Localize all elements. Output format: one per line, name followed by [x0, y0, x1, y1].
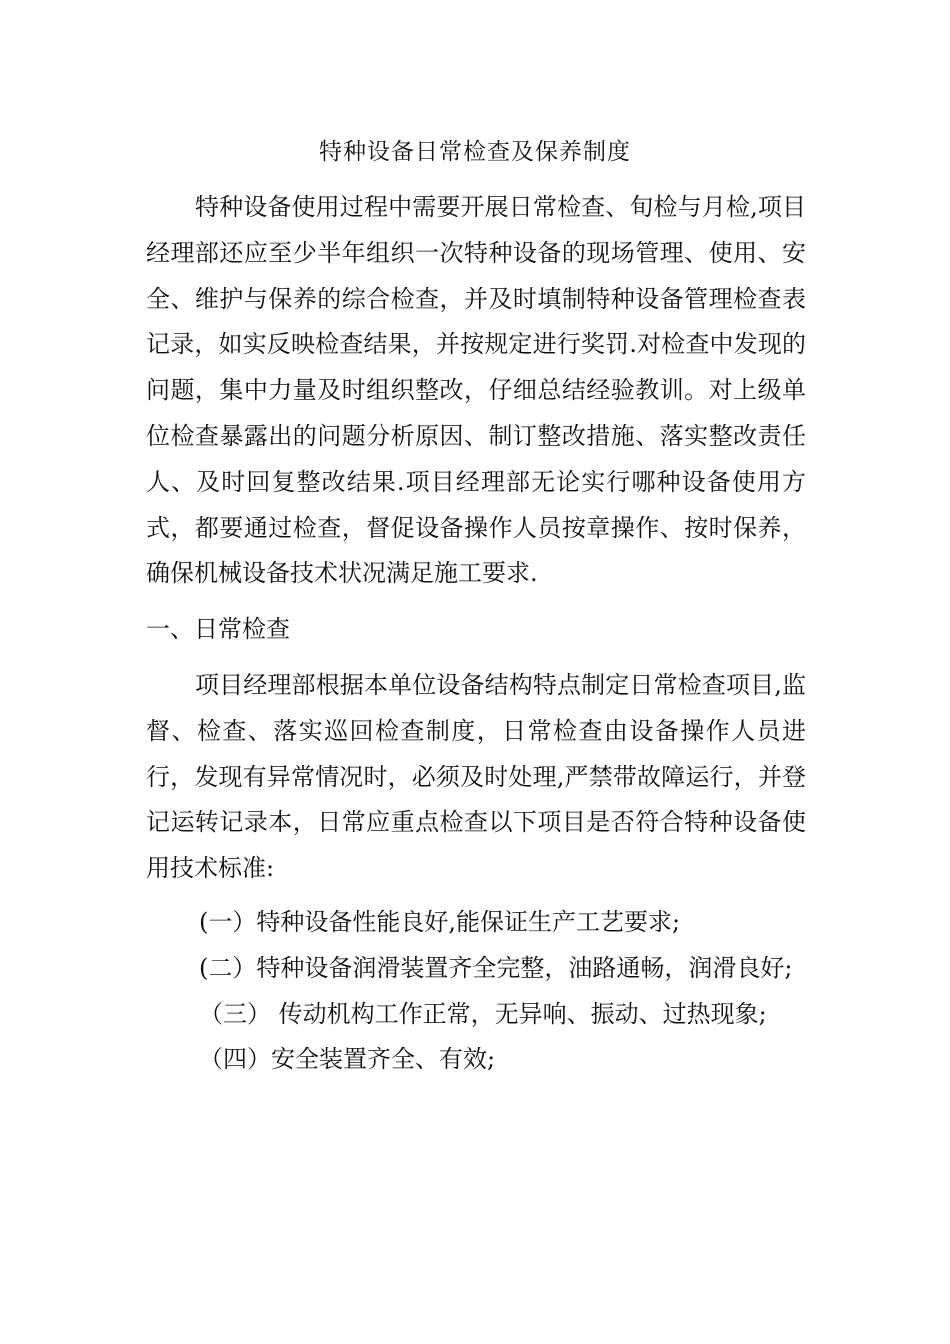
section-heading-daily-inspection: 一、日常检查	[146, 615, 290, 644]
intro-paragraph: 特种设备使用过程中需要开展日常检查、旬检与月检,项目经理部还应至少半年组织一次特种设备的现场管理、使用、安全、维护与保养的综合检查，并及时填制特种设备管理检查表记录，如实反映检查结果，并按规定进行奖罚.对检查中发现的问题，集中力量及时组织整改，仔细总结经验教训。对上级单位检查暴露出的问题分析原因、制订整改措施、落实整改责任人、及时回复整改结果.项目经理部无论实行哪种设备使用方式，都要通过检查，督促设备操作人员按章操作、按时保养，确保机械设备技术状况满足施工要求.	[146, 193, 806, 588]
section-paragraph: 项目经理部根据本单位设备结构特点制定日常检查项目,监督、检查、落实巡回检查制度，日常检查由设备操作人员进行，发现有异常情况时，必须及时处理,严禁带故障运行，并登记运转记录本，日常应重点检查以下项目是否符合特种设备使用技术标准:	[146, 670, 806, 883]
list-item: （四）安全装置齐全、有效;	[199, 1045, 496, 1074]
document-title: 特种设备日常检查及保养制度	[319, 139, 631, 165]
list-item: (一）特种设备性能良好,能保证生产工艺要求;	[199, 907, 681, 936]
inspection-item-list	[146, 900, 806, 1083]
list-item: (二）特种设备润滑装置齐全完整，油路通畅，润滑良好;	[199, 953, 793, 982]
document-body	[146, 185, 806, 1083]
list-item: （三） 传动机构工作正常，无异响、振动、过热现象;	[199, 999, 767, 1028]
